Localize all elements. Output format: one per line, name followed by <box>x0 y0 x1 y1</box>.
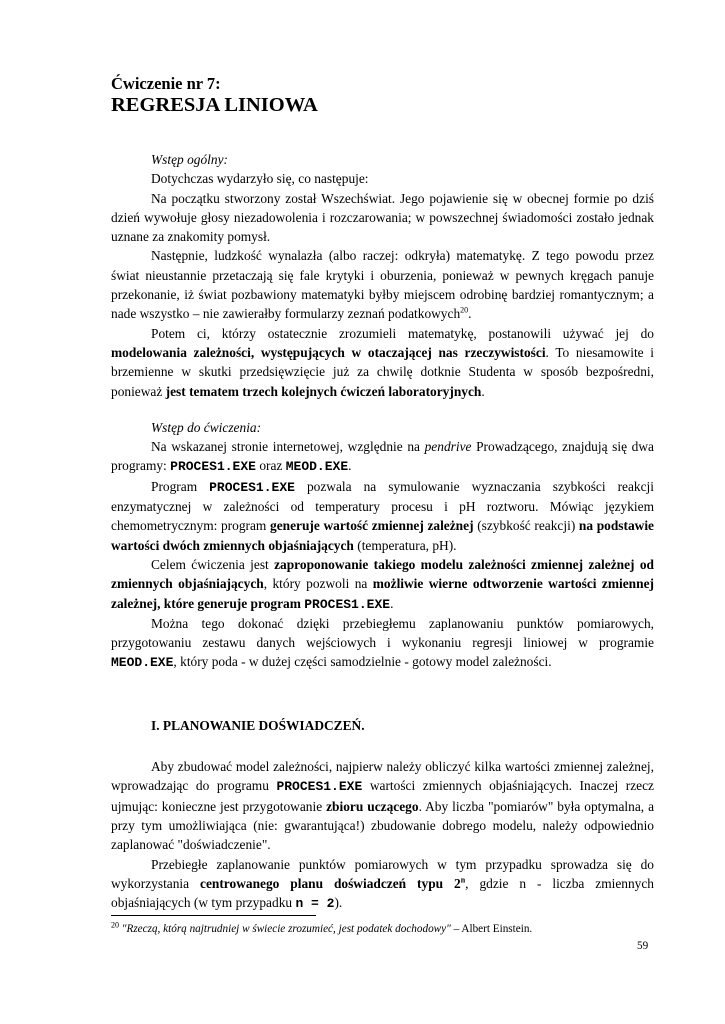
intro-paragraph-2: Na początku stworzony został Wszechświat. Jego pojawienie się w obecnej formie po dziś dzień wywołuje głosy niezadowolenia i rozczarowania; w powszechnej świadomości zostało jednak uznane za znakomity pomysł. <box>111 190 654 245</box>
exercise-paragraph-3: Celem ćwiczenia jest zaproponowanie takiego modelu zależności zmiennej zależnej od zmiennych objaśniających, który pozwoli na możliwie wierne odtworzenie wartości zmiennej zależnej, które generuje program PROCES1.EXE. <box>111 556 654 612</box>
document-body <box>111 150 654 913</box>
footnote-number: 20 <box>111 920 119 930</box>
exercise-paragraph-1: Na wskazanej stronie internetowej, względnie na pendrive Prowadzącego, znajdują się dwa programy: PROCES1.EXE oraz MEOD.EXE. <box>111 439 654 475</box>
exercise-number: Ćwiczenie nr 7: <box>111 74 221 93</box>
exercise-title: REGRESJA LINIOWA <box>111 94 318 116</box>
footnote-ref: 20 <box>460 305 469 315</box>
section-heading: I. PLANOWANIE DOŚWIADCZEŃ. <box>151 717 365 733</box>
program-name: PROCES1.EXE <box>170 459 256 475</box>
intro-paragraph-4: Potem ci, którzy ostatecznie zrozumieli matematykę, postanowili używać jej do modelowania zależności, występujących w otaczającej nas rzeczywistości. To niesamowite i brzemienne w skutki przedsięwzięcie już za chwilę dotknie Studenta w sposób bezpośredni, ponieważ jest tematem trzech kolejnych ćwiczeń laboratoryjnych. <box>111 325 654 399</box>
footnote-separator <box>111 915 316 916</box>
exercise-paragraph-2: Program PROCES1.EXE pozwala na symulowanie wyznaczania szybkości reakcji enzymatycznej w zależności od temperatury procesu i pH roztworu. Mówiąc językiem chemometrycznym: program generuje wartość zmiennej zależnej (szybkość reakcji) na podstawie wartości dwóch zmiennych objaśniających (temperatura, pH). <box>111 478 655 553</box>
footnote-quote: "Rzeczą, którą najtrudniej w świecie zrozumieć, jest podatek dochodowy" <box>121 923 451 935</box>
intro-paragraph-3: Następnie, ludzkość wynalazła (albo raczej: odkryła) matematykę. Z tego powodu przez świat nieustannie przetaczają się fale krytyki i oburzenia, ponieważ w pewnych kręgach panuje przekonanie, iż świat pozbawiony matematyki byłby miejscem odrobinę bardziej romantycznym; a nade wszystko – nie zawierałby formularzy zeznań podatkowych$^{20}$. <box>111 248 654 322</box>
exercise-intro-subheading: Wstęp do ćwiczenia: <box>151 419 262 435</box>
page-number: 59 <box>637 940 649 952</box>
exercise-paragraph-4: Można tego dokonać dzięki przebiegłemu zaplanowaniu punktów pomiarowych, przygotowaniu zestawu danych wejściowych i wykonaniu regresji liniowej w programie MEOD.EXE, który poda - w dużej części samodzielnie - gotowy model zależności. <box>111 615 654 671</box>
program-name: MEOD.EXE <box>285 459 349 475</box>
intro-paragraph-1: Dotychczas wydarzyło się, co następuje: <box>151 171 369 187</box>
section-paragraph-1: Aby zbudować model zależności, najpierw należy obliczyć kilka wartości zmiennej zależnej, wprowadzając do programu PROCES1.EXE wartości zmiennych objaśniających. Inaczej rzecz ujmując: konieczne jest przygotowanie zbioru uczącego. Aby liczba "pomiarów" była optymalna, a przy tym umożliwiająca (nie: gwarantująca!) zbudowanie dobrego modelu, należy odpowiednio zaplanować "doświadczenie". <box>111 759 655 853</box>
footnote <box>111 922 671 936</box>
code-inline: n = 2 <box>295 896 335 912</box>
intro-subheading: Wstęp ogólny: <box>151 152 228 167</box>
footnote-author: – Albert Einstein. <box>450 923 533 935</box>
section-paragraph-2: Przebiegłe zaplanowanie punktów pomiarowych w tym przypadku sprowadza się do wykorzystania centrowanego planu doświadczeń typu 2$^n$, gdzie n - liczba zmiennych objaśniających (w tym przypadku n = 2). <box>111 856 654 912</box>
